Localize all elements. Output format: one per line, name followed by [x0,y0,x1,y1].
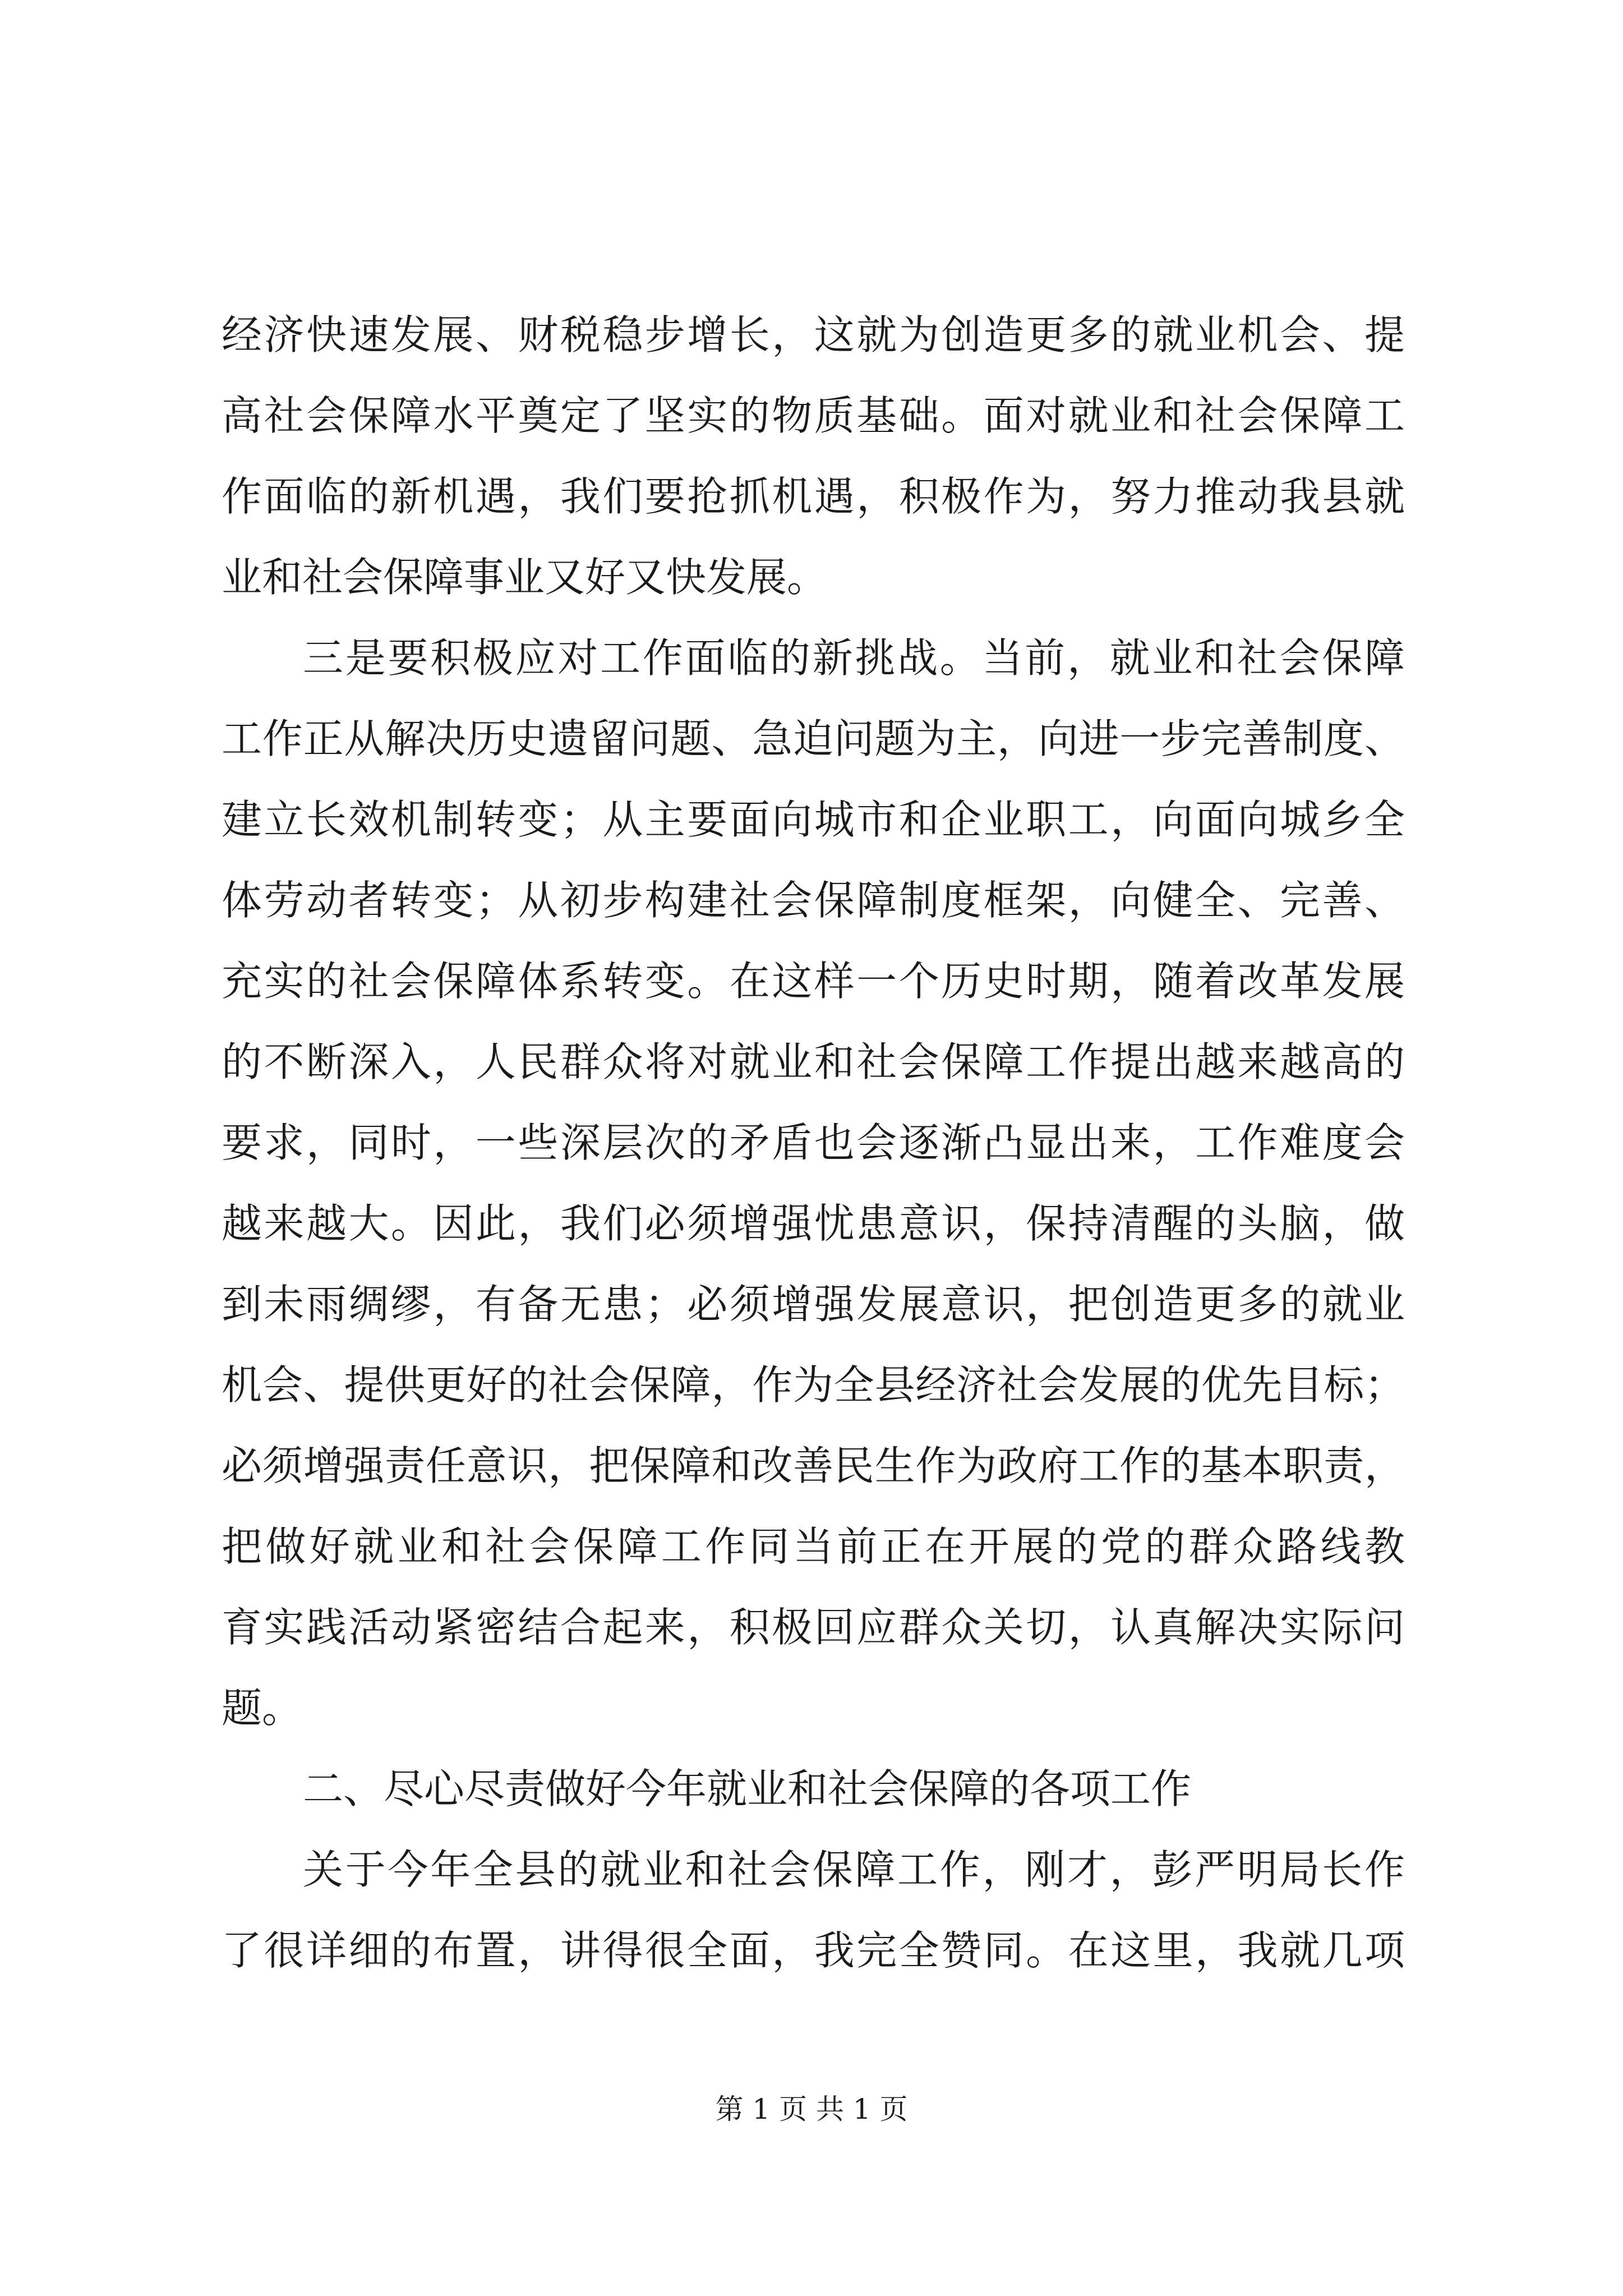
text-line: 题。 [222,1685,303,1732]
heading-text: 二、尽心尽责做好今年就业和社会保障的各项工作 [303,1765,1192,1812]
text-line: 工作正从解决历史遗留问题、急迫问题为主，向进一步完善制度、 [222,715,1405,762]
text-line: 业和社会保障事业又好又快发展。 [222,554,828,601]
text-line: 关于今年全县的就业和社会保障工作，刚才，彭严明局长作 [303,1846,1405,1893]
text-line: 机会、提供更好的社会保障，作为全县经济社会发展的优先目标； [222,1361,1405,1409]
text-line: 作面临的新机遇，我们要抢抓机遇，积极作为，努力推动我县就 [222,473,1405,520]
paragraph-3 [222,1829,1405,1991]
page-footer: 第 1 页 共 1 页 [715,2093,908,2125]
text-line: 育实践活动紧密结合起来，积极回应群众关切，认真解决实际问 [222,1604,1405,1651]
text-line: 到未雨绸缪，有备无患；必须增强发展意识，把创造更多的就业 [222,1281,1405,1328]
text-line: 越来越大。因此，我们必须增强忧患意识，保持清醒的头脑，做 [222,1200,1405,1247]
text-line: 经济快速发展、财税稳步增长，这就为创造更多的就业机会、提 [222,311,1405,358]
paragraph-2 [222,618,1405,1749]
text-line: 体劳动者转变；从初步构建社会保障制度框架，向健全、完善、 [222,877,1405,924]
text-line: 必须增强责任意识，把保障和改善民生作为政府工作的基本职责， [222,1442,1405,1489]
text-line: 高社会保障水平奠定了坚实的物质基础。面对就业和社会保障工 [222,392,1405,439]
text-line: 把做好就业和社会保障工作同当前正在开展的党的群众路线教 [222,1523,1405,1570]
text-line: 建立长效机制转变；从主要面向城市和企业职工，向面向城乡全 [222,796,1405,843]
text-line: 的不断深入，人民群众将对就业和社会保障工作提出越来越高的 [222,1038,1405,1085]
text-line: 了很详细的布置，讲得很全面，我完全赞同。在这里，我就几项 [222,1927,1405,1974]
section-heading [222,1749,1405,1829]
text-line: 三是要积极应对工作面临的新挑战。当前，就业和社会保障 [303,634,1405,682]
text-line: 充实的社会保障体系转变。在这样一个历史时期，随着改革发展 [222,958,1405,1005]
paragraph-1 [222,295,1405,618]
document-body [222,295,1405,1991]
text-line: 要求，同时，一些深层次的矛盾也会逐渐凸显出来，工作难度会 [222,1119,1405,1166]
